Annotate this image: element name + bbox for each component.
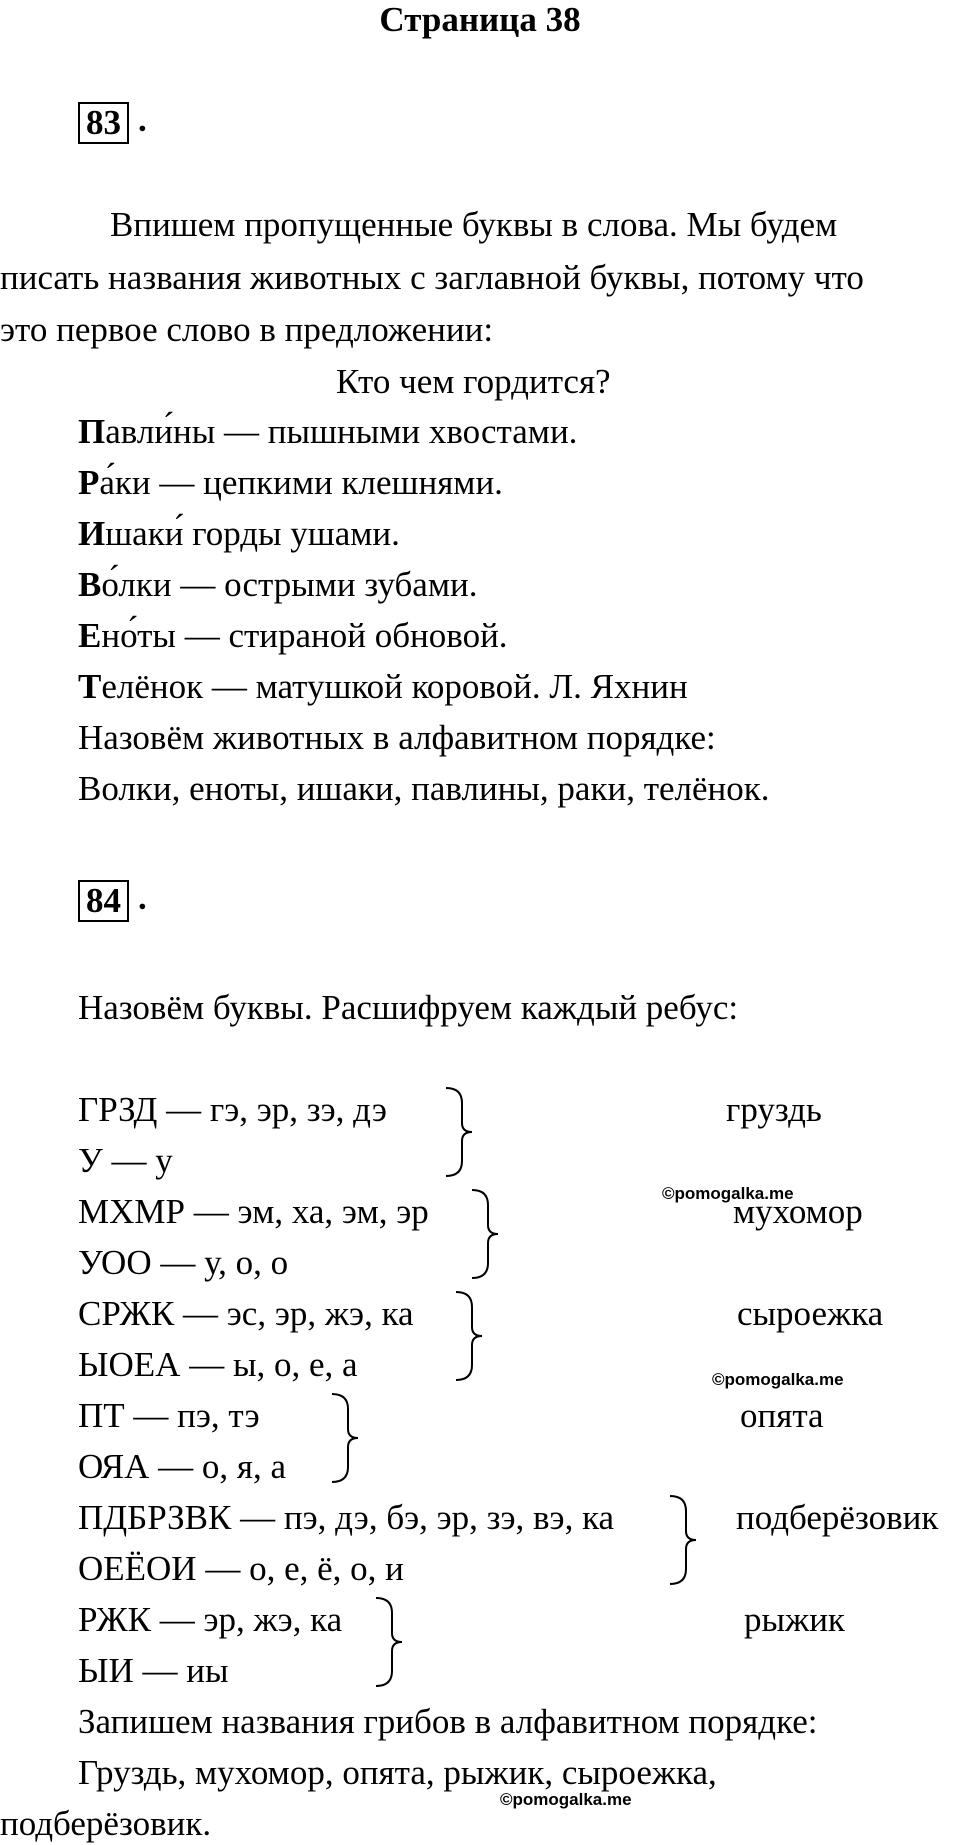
poem-line — [78, 616, 508, 656]
ex84-order-list-line-2: подберёзовик. — [0, 1804, 212, 1843]
rebus-line: УОО — у, о, о — [78, 1243, 289, 1282]
rebus-line: ПТ — пэ, тэ — [78, 1396, 260, 1435]
poem-text: но́ты — стираной обновой. — [101, 616, 508, 655]
brace — [450, 1289, 490, 1384]
poem-initial: Е — [78, 616, 102, 655]
poem-title: Кто чем гордится? — [336, 362, 611, 401]
rebus-line: ОЯА — о, я, а — [78, 1447, 287, 1486]
rebus-line: РЖК — эр, жэ, ка — [78, 1600, 343, 1639]
rebus-answer: груздь — [726, 1090, 822, 1129]
poem-text: а́ки — цепкими клешнями. — [99, 463, 503, 502]
rebus-answer: опята — [740, 1396, 824, 1435]
watermark: ©pomogalka.me — [712, 1370, 844, 1389]
poem-initial: Т — [78, 667, 102, 706]
poem-initial: В — [78, 565, 102, 604]
exercise-number-dot: . — [138, 878, 147, 917]
poem-line — [78, 514, 400, 554]
poem-line — [78, 463, 503, 503]
rebus-answer: подберёзовик — [736, 1498, 939, 1537]
ex83-intro-line-1: Впишем пропущенные буквы в слова. Мы будем — [110, 205, 838, 244]
rebus-line: ЫИ — иы — [78, 1651, 229, 1690]
ex84-order-list-line-1: Груздь, мухомор, опята, рыжик, сыроежка, — [78, 1753, 717, 1792]
ex83-order-list: Волки, еноты, ишаки, павлины, раки, телёнок. — [78, 769, 770, 808]
poem-text: о́лки — острыми зубами. — [101, 565, 478, 604]
poem-text: елёнок — матушкой коровой. Л. Яхнин — [101, 667, 688, 706]
poem-initial: П — [78, 412, 106, 451]
rebus-line: ГРЗД — гэ, эр, зэ, дэ — [78, 1090, 387, 1129]
poem-initial: Р — [78, 463, 100, 502]
watermark: ©pomogalka.me — [662, 1184, 794, 1203]
poem-text: шаки́ горды ушами. — [105, 514, 400, 553]
poem-line — [78, 667, 688, 707]
rebus-line: СРЖК — эс, эр, жэ, ка — [78, 1294, 414, 1333]
rebus-line: ЫОЕА — ы, о, е, а — [78, 1345, 358, 1384]
rebus-answer: мухомор — [733, 1192, 863, 1231]
watermark: ©pomogalka.me — [500, 1790, 632, 1809]
ex84-order-label: Запишем названия грибов в алфавитном порядке: — [78, 1702, 818, 1741]
exercise-number-83: 83 — [78, 102, 129, 144]
poem-initial: И — [78, 514, 106, 553]
poem-line — [78, 565, 477, 605]
rebus-line: ПДБРЗВК — пэ, дэ, бэ, эр, зэ, вэ, ка — [78, 1498, 615, 1537]
brace — [466, 1187, 506, 1282]
rebus-line: ОЕЁОИ — о, е, ё, о, и — [78, 1549, 404, 1588]
exercise-number-dot: . — [138, 100, 147, 139]
brace — [370, 1595, 410, 1690]
poem-text: авли́ны — пышными хвостами. — [105, 412, 578, 451]
ex84-intro: Назовём буквы. Расшифруем каждый ребус: — [78, 988, 739, 1027]
ex83-intro-line-2: писать названия животных с заглавной буквы, потому что — [0, 258, 864, 297]
rebus-answer: сыроежка — [737, 1294, 884, 1333]
page-title: Страница 38 — [379, 0, 581, 39]
exercise-number-84: 84 — [78, 880, 129, 922]
rebus-answer: рыжик — [744, 1600, 845, 1639]
poem-line — [78, 412, 577, 452]
brace — [440, 1085, 480, 1180]
brace — [664, 1493, 704, 1588]
brace — [326, 1391, 366, 1486]
rebus-line: У — у — [78, 1141, 173, 1180]
rebus-line: МХМР — эм, ха, эм, эр — [78, 1192, 429, 1231]
ex83-order-label: Назовём животных в алфавитном порядке: — [78, 718, 716, 757]
ex83-intro-line-3: это первое слово в предложении: — [0, 310, 494, 349]
